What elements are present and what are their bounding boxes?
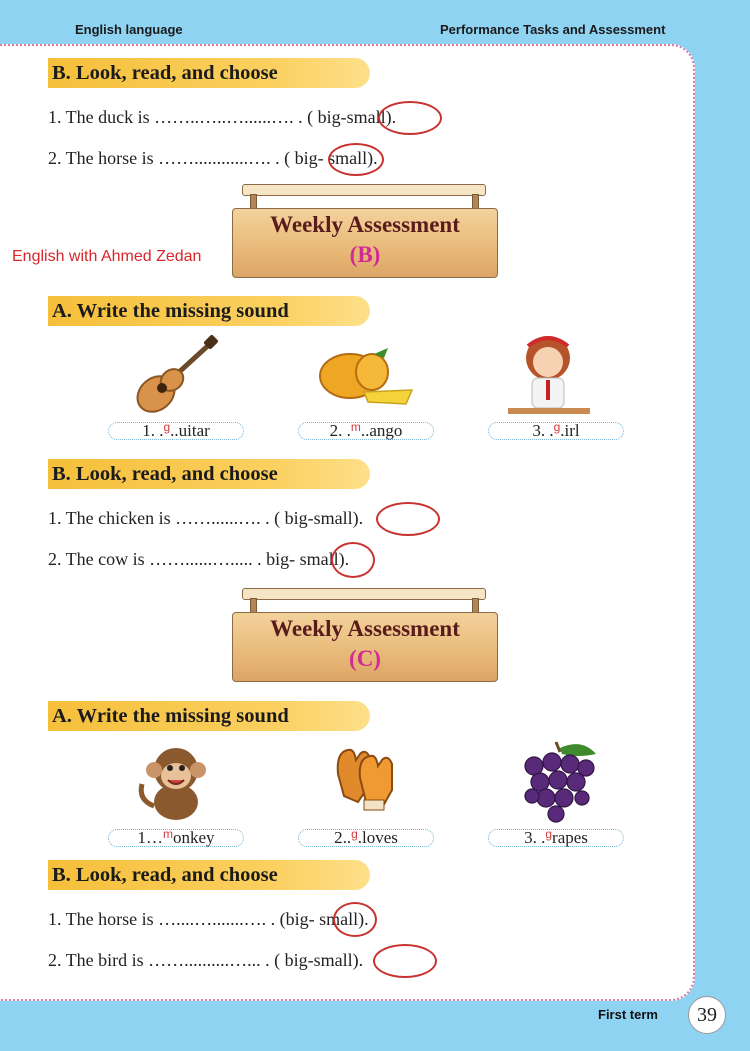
section-heading: B. Look, read, and choose [48, 459, 370, 489]
line-text: 2. The bird is ……..........…... . ( big- [48, 950, 314, 970]
weekly-assessment-sign [232, 588, 498, 688]
answer-circle [331, 542, 375, 578]
missing-sound-answer: 3. .$^g$.irl [488, 422, 624, 440]
line-tail: ). [385, 107, 397, 127]
missing-sound-answer: 1. .$^g$..uitar [108, 422, 244, 440]
line-tail: small). [323, 148, 378, 168]
girl-icon [508, 332, 590, 416]
sign-title: Weekly Assessment [270, 212, 460, 237]
circled-answer: small [346, 107, 386, 127]
section-heading: B. Look, read, and choose [48, 58, 370, 88]
monkey-icon [132, 740, 216, 824]
written-letter: g [545, 827, 553, 841]
line-text: 2. The horse is ……............…. . [48, 148, 285, 168]
answer-circle [376, 502, 440, 536]
missing-sound-answer: 1…$^m$onkey [108, 829, 244, 847]
section-heading: B. Look, read, and choose [48, 860, 370, 890]
missing-sound-answer: 2..$^g$.loves [298, 829, 434, 847]
line-tail: small). [295, 549, 350, 569]
footer-term: First term [598, 1007, 658, 1022]
written-letter: g [351, 827, 358, 841]
gloves-icon [330, 744, 400, 816]
answer-circle [373, 944, 437, 978]
answer-circle [333, 902, 377, 937]
choose-line [48, 107, 396, 128]
sign-bar [242, 184, 486, 196]
mango-icon [314, 344, 414, 406]
line-text: 1. The chicken is ……......…. . ( big- [48, 508, 314, 528]
missing-sound-answer: 2. .$^m$..ango [298, 422, 434, 440]
header-right: Performance Tasks and Assessment [440, 22, 666, 37]
choose-line [48, 909, 369, 930]
circled-answer: big- [266, 549, 296, 569]
guitar-icon [128, 334, 220, 416]
grapes-icon [512, 738, 604, 824]
line-text: 1. The duck is ……..…..…......…. . ( big- [48, 107, 347, 127]
line-tail: small). [314, 909, 369, 929]
line-tail: ). [352, 508, 364, 528]
answer-circle [328, 143, 384, 176]
sign-letter: (C) [349, 646, 381, 671]
written-letter: m [350, 420, 361, 434]
section-heading: A. Write the missing sound [48, 701, 370, 731]
line-text: 2. The cow is ……......…..... . [48, 549, 267, 569]
sign-bar [242, 588, 486, 600]
written-letter: m [162, 827, 173, 841]
weekly-assessment-sign [232, 184, 498, 284]
choose-line [48, 549, 349, 570]
circled-answer: ( big- [284, 148, 324, 168]
page-number: 39 [688, 996, 726, 1034]
written-letter: g [163, 420, 171, 434]
circled-answer: small [313, 508, 353, 528]
choose-line [48, 508, 363, 529]
header-left: English language [75, 22, 183, 37]
section-heading: A. Write the missing sound [48, 296, 370, 326]
watermark: English with Ahmed Zedan [12, 248, 202, 265]
answer-circle [378, 101, 442, 135]
line-tail: ). [352, 950, 364, 970]
line-text: 1. The horse is …....….......…. . ( [48, 909, 286, 929]
missing-sound-answer: 3. .$^g$rapes [488, 829, 624, 847]
circled-answer: big- [285, 909, 315, 929]
sign-title: Weekly Assessment [270, 616, 460, 641]
written-letter: g [553, 420, 561, 434]
circled-answer: small [313, 950, 353, 970]
sign-letter: (B) [349, 242, 381, 267]
choose-line [48, 950, 363, 971]
